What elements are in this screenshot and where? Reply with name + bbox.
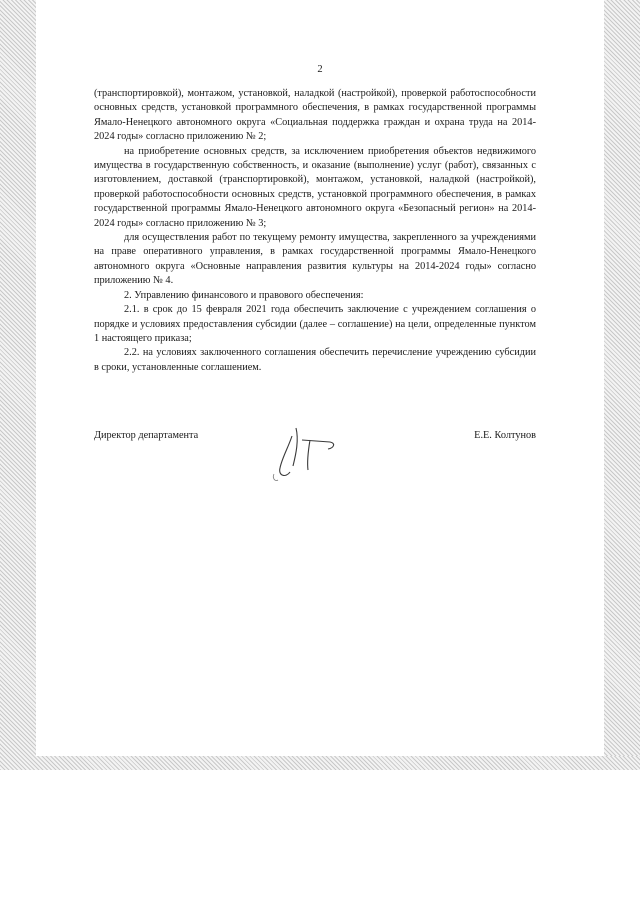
paragraph-2-1: 2.1. в срок до 15 февраля 2021 года обеспечить заключение с учреждением соглашения о порядке и условиях предоставления субсидии (далее – соглашение) на цели, определенные пунктом 1 настоящего приказа; xyxy=(94,304,536,344)
paragraph-2-2: 2.2. на условиях заключенного соглашения обеспечить перечисление учреждению субсидии в сроки, установленные соглашением. xyxy=(94,347,536,373)
signatory-position: Директор департамента xyxy=(94,430,199,441)
handwritten-signature xyxy=(244,418,364,488)
signature-block xyxy=(94,430,536,490)
document-body xyxy=(94,87,536,375)
paragraph-continuation: (транспортировкой), монтажом, установкой, наладкой (настройкой), проверкой работоспособности основных средств, установкой программного обеспечения, в рамках государственной программы Ямало-Ненецкого автономного округа «Социальная поддержка граждан и охрана труда на 2014-2024 годы» согласно приложению № 2; xyxy=(94,88,536,143)
paragraph-fixed-assets: на приобретение основных средств, за исключением приобретения объектов недвижимого имущества в государственную собственность, и оказание (выполнение) услуг (работ), связанных с изготовлением, доставкой (транспортировкой), монтажом, установкой, наладкой (настройкой), проверкой работоспособности основных средств, установкой программного обеспечения, в рамках государственной программы Ямало-Ненецкого автономного округа «Безопасный регион» на 2014-2024 годы» согласно приложению № 3; xyxy=(94,145,536,229)
scan-edge-left xyxy=(0,0,36,770)
signatory-name: Е.Е. Колтунов xyxy=(474,430,536,441)
page-number: 2 xyxy=(317,64,323,75)
paragraph-finance-dept: 2. Управлению финансового и правового обеспечения: xyxy=(124,289,364,301)
paragraph-repair: для осуществления работ по текущему ремонту имущества, закрепленного за учреждениями на праве оперативного управления, в рамках государственной программы Ямало-Ненецкого автономного округа «Основные направления развития культуры на 2014-2024 годы» согласно приложению № 4. xyxy=(94,232,536,287)
scan-edge-right xyxy=(604,0,640,770)
scan-edge-bottom xyxy=(0,756,640,770)
